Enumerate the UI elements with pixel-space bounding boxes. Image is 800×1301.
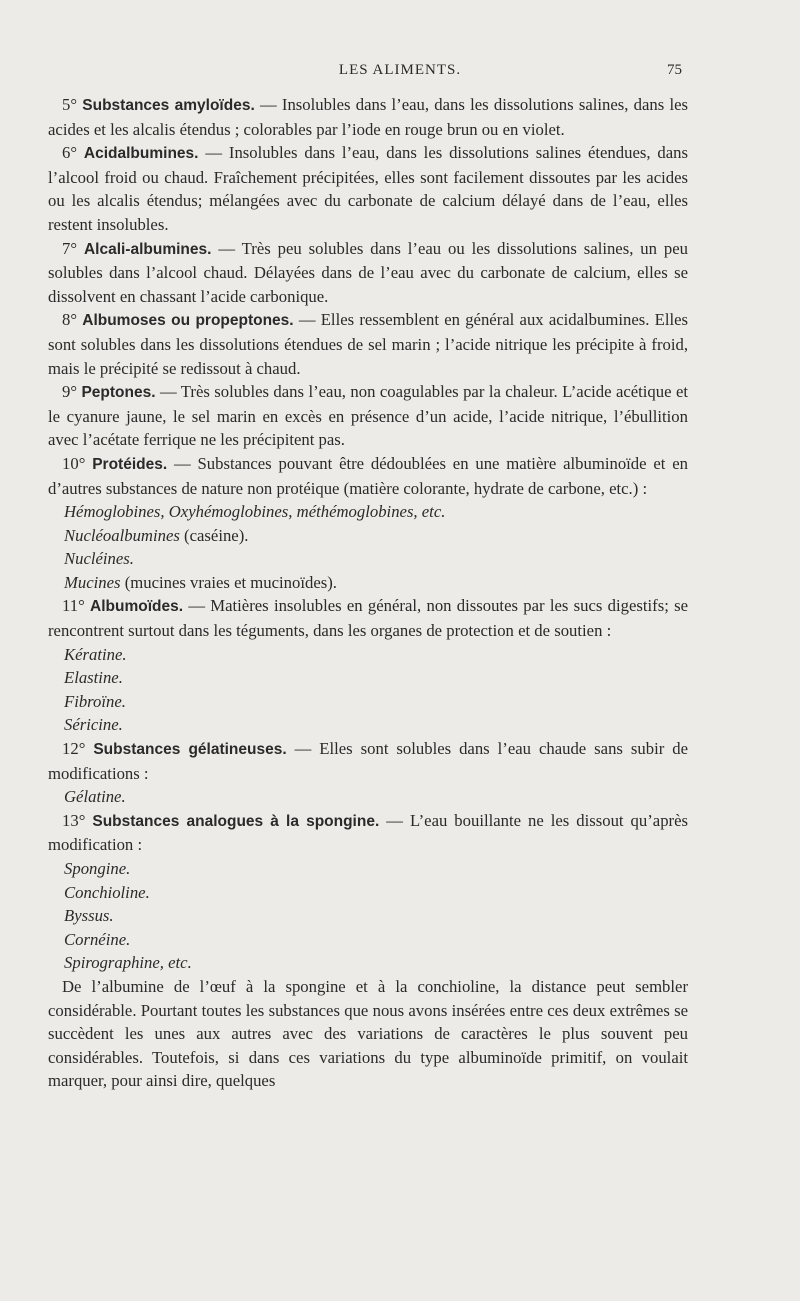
example-item: Conchioline. bbox=[64, 882, 150, 902]
entry-term: Alcali-albumines. bbox=[83, 240, 212, 258]
entry-term: Substances analogues à la spongine. bbox=[92, 812, 380, 830]
example-item: Hémoglobines, Oxyhémoglobines, méthémoglobines, etc. bbox=[64, 502, 446, 522]
entry-number: 13° bbox=[62, 810, 86, 830]
entry-text: — Elles ressemblent en général aux acidalbumines. Elles sont solubles dans les dissolutions étendues de sel marin ; l’acide nitrique les précipite à froid, mais le précipité se redissout à chaud. bbox=[48, 310, 688, 378]
entry-7 bbox=[48, 237, 688, 309]
entry-text: — Substances pouvant être dédoublées en une matière albuminoïde et en d’autres substances de nature non protéique (matière colorante, hydrate de carbone, etc.) : bbox=[48, 453, 688, 498]
entry-text: — Très peu solubles dans l’eau ou les dissolutions salines, un peu solubles dans l’alcool chaud. Délayées dans de l’eau avec du carbonate de calcium, elles se dissolvent en chassant l’acide carbonique. bbox=[48, 238, 688, 306]
entry-number: 12° bbox=[62, 739, 86, 759]
entry-term: Albumoïdes. bbox=[90, 598, 184, 616]
entry-term: Substances gélatineuses. bbox=[93, 741, 287, 759]
entry-number: 11° bbox=[62, 596, 85, 616]
example-item: Spongine. bbox=[64, 859, 131, 878]
example-list bbox=[48, 857, 688, 975]
entry-number: 6° bbox=[62, 143, 78, 163]
entry-text: — Elles sont solubles dans l’eau chaude sans subir de modifications : bbox=[48, 739, 688, 783]
entry-5 bbox=[48, 93, 688, 141]
entry-9 bbox=[48, 380, 688, 452]
entry-term: Protéides. bbox=[92, 455, 168, 473]
entry-text: — Insolubles dans l’eau, dans les dissolutions salines, dans les acides et les alcalis étendus ; colorables par l’iode en rouge brun ou en violet. bbox=[48, 95, 688, 139]
entry-number: 7° bbox=[62, 238, 78, 258]
entry-term: Substances amyloïdes. bbox=[82, 97, 255, 114]
entry-13 bbox=[48, 809, 688, 857]
entry-8 bbox=[48, 308, 688, 380]
entry-11 bbox=[48, 594, 688, 642]
page-body bbox=[48, 93, 688, 1093]
closing-paragraph: De l’albumine de l’œuf à la spongine et à la conchioline, la distance peut sembler considérable. Pourtant toutes les substances que nous avons insérées entre ces deux extrêmes se succèdent les unes aux autres avec des variations de caractères le plus souvent peu considérables. Toutefois, si dans ces variations du type albuminoïde primitif, on voulait marquer, pour ainsi dire, quelques bbox=[48, 976, 688, 1091]
entry-number: 9° bbox=[62, 382, 78, 402]
entry-text: — Matières insolubles en général, non dissoutes par les sucs digestifs; se rencontrent surtout dans les téguments, dans les organes de protection et de soutien : bbox=[48, 596, 689, 641]
example-item: Kératine. bbox=[64, 644, 127, 664]
example-item: Elastine. bbox=[64, 668, 123, 688]
page-number: 75 bbox=[667, 62, 682, 78]
entry-12 bbox=[48, 737, 688, 785]
example-list bbox=[48, 643, 688, 737]
entry-number: 8° bbox=[62, 310, 78, 330]
example-list bbox=[48, 500, 688, 594]
entry-6 bbox=[48, 141, 688, 236]
example-item: Nucléines. bbox=[64, 549, 134, 569]
entry-number: 10° bbox=[62, 453, 86, 473]
example-item: Byssus. bbox=[64, 906, 114, 926]
example-item: Cornéine. bbox=[64, 929, 131, 949]
entry-text: — Très solubles dans l’eau, non coagulables par la chaleur. L’acide acétique et le cyanure jaune, le sel marin en excès en présence d’un acide, l’acide nitrique, l’ébullition avec l’acétate ferrique ne les précipitent pas. bbox=[48, 382, 689, 450]
example-item: Mucines (mucines vraies et mucinoïdes). bbox=[64, 572, 337, 592]
example-item: Spirographine, etc. bbox=[64, 953, 192, 973]
entry-text: — L’eau bouillante ne les dissout qu’après modification : bbox=[48, 810, 689, 855]
example-item: Nucléoalbumines (caséine). bbox=[64, 525, 249, 545]
example-item: Fibroïne. bbox=[64, 691, 126, 711]
entry-term: Acidalbumines. bbox=[83, 145, 199, 163]
running-title: LES ALIMENTS. bbox=[338, 62, 462, 78]
page-header bbox=[0, 62, 800, 86]
example-list bbox=[48, 785, 688, 809]
entry-term: Albumoses ou propeptones. bbox=[82, 312, 294, 330]
entry-number: 5° bbox=[62, 95, 78, 114]
example-item: Gélatine. bbox=[64, 787, 126, 807]
entry-term: Peptones. bbox=[81, 384, 156, 402]
example-item: Séricine. bbox=[64, 715, 123, 735]
entry-text: — Insolubles dans l’eau, dans les dissolutions salines étendues, dans l’alcool froid ou chaud. Fraîchement précipitées, elles sont facilement dissoutes par les acides ou les alcalis étendus; mélangées avec du carbonate de calcium délayé dans de l’eau, elles restent insolubles. bbox=[48, 143, 688, 234]
entry-10 bbox=[48, 452, 688, 500]
